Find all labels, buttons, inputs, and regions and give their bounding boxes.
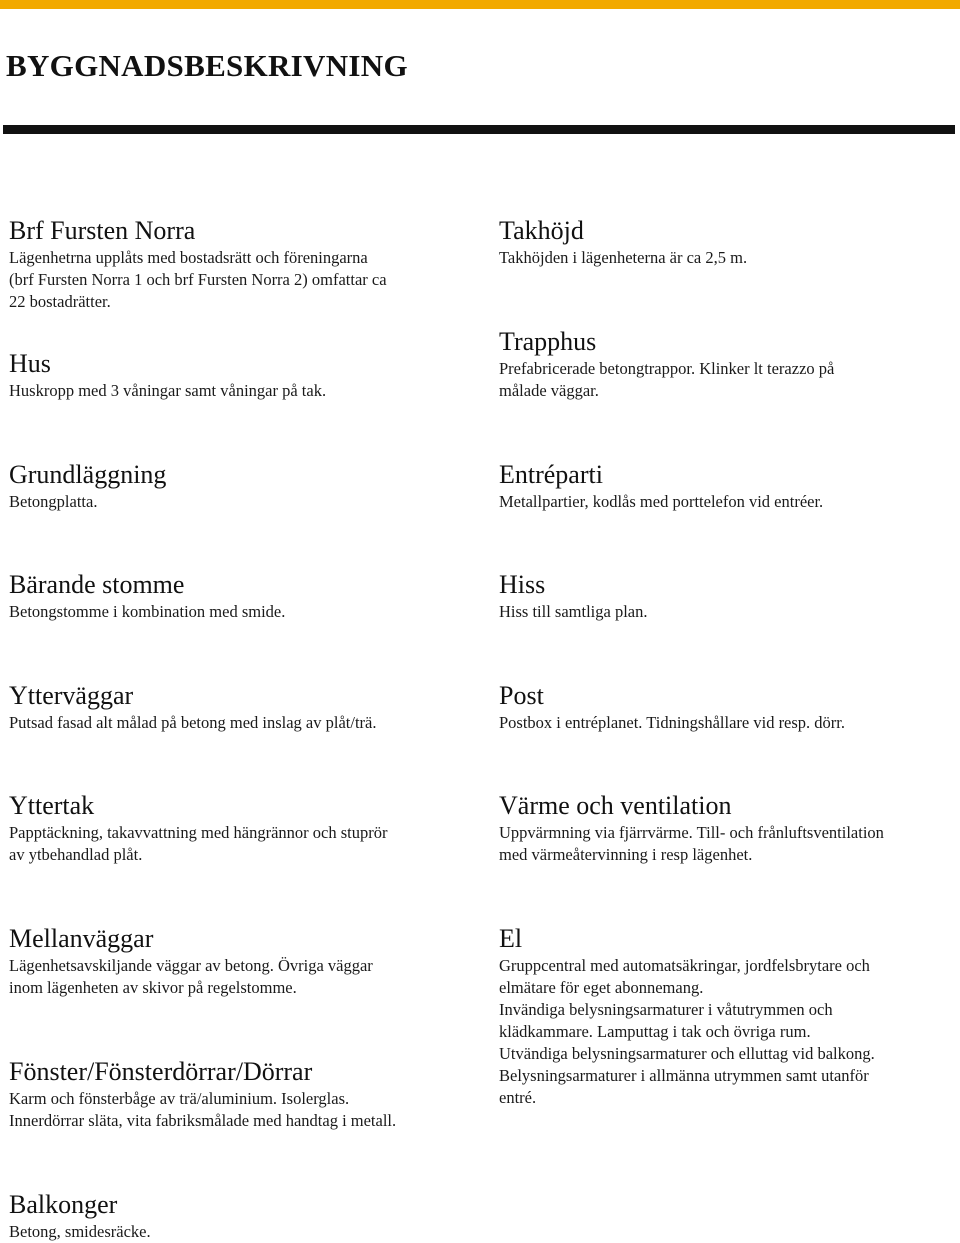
section-heading: Bärande stomme <box>9 570 185 599</box>
section-text: Huskropp med 3 våningar samt våningar på tak. <box>9 381 327 400</box>
section-text: Putsad fasad alt målad på betong med inslag av plåt/trä. <box>9 713 377 732</box>
section-fonster-dorrar <box>9 1056 449 1132</box>
section-text: Papptäckning, takavvattning med hängrännor och stuprör av ytbehandlad plåt. <box>9 823 388 864</box>
section-barande-stomme <box>9 569 449 623</box>
section-text: Gruppcentral med automatsäkringar, jordfelsbrytare och elmätare för eget abonnemang. Invändiga belysningsarmaturer i våtutrymmen och klädkammare. Lamputtag i tak och övriga rum. Utvändiga belysningsarmaturer och elluttag vid balkong. Belysningsarmaturer i allmänna utrymmen samt utanför entré. <box>499 956 875 1107</box>
section-heading: Värme och ventilation <box>499 791 732 820</box>
section-heading: Fönster/Fönsterdörrar/Dörrar <box>9 1057 313 1086</box>
section-heading: Balkonger <box>9 1190 118 1219</box>
section-varme-ventilation <box>499 790 939 866</box>
section-heading: Grundläggning <box>9 460 167 489</box>
section-text: Lägenhetrna upplåts med bostadsrätt och föreningarna (brf Fursten Norra 1 och brf Fursten Norra 2) omfattar ca 22 bostadrätter. <box>9 248 387 311</box>
section-text: Betong, smidesräcke. <box>9 1222 151 1241</box>
title-divider <box>3 125 955 134</box>
section-heading: Yttertak <box>9 791 95 820</box>
section-text: Postbox i entréplanet. Tidningshållare vid resp. dörr. <box>499 713 846 732</box>
section-text: Betongstomme i kombination med smide. <box>9 602 286 621</box>
section-takhojd <box>499 215 939 269</box>
section-text: Lägenhetsavskiljande väggar av betong. Övriga väggar inom lägenheten av skivor på regelstomme. <box>9 956 373 997</box>
section-heading: Brf Fursten Norra <box>9 216 196 245</box>
section-heading: Post <box>499 681 544 710</box>
section-heading: Mellanväggar <box>9 924 154 953</box>
section-hiss <box>499 569 939 623</box>
section-yttervaggar <box>9 680 449 734</box>
section-balkonger <box>9 1189 449 1243</box>
section-brf <box>9 215 449 313</box>
top-accent-bar <box>0 0 960 9</box>
section-heading: El <box>499 924 523 953</box>
section-heading: Trapphus <box>499 327 597 356</box>
section-heading: Hus <box>9 349 51 378</box>
section-mellanvaggar <box>9 923 449 999</box>
section-text: Betongplatta. <box>9 492 98 511</box>
document-title: BYGGNADSBESKRIVNING <box>6 48 408 83</box>
section-entreparti <box>499 459 939 513</box>
section-grundlaggning <box>9 459 449 513</box>
section-text: Karm och fönsterbåge av trä/aluminium. Isolerglas. Innerdörrar släta, vita fabriksmålade med handtag i metall. <box>9 1089 397 1130</box>
section-heading: Hiss <box>499 570 546 599</box>
section-el <box>499 923 939 1109</box>
section-text: Takhöjden i lägenheterna är ca 2,5 m. <box>499 248 748 267</box>
section-trapphus <box>499 326 939 402</box>
section-text: Metallpartier, kodlås med porttelefon vid entréer. <box>499 492 824 511</box>
section-text: Prefabricerade betongtrappor. Klinker lt terazzo på målade väggar. <box>499 359 835 400</box>
section-heading: Ytterväggar <box>9 681 134 710</box>
section-heading: Entréparti <box>499 460 603 489</box>
section-yttertak <box>9 790 449 866</box>
section-text: Uppvärmning via fjärrvärme. Till- och frånluftsventilation med värmeåtervinning i resp lägenhet. <box>499 823 884 864</box>
section-hus <box>9 348 449 402</box>
section-post <box>499 680 939 734</box>
section-text: Hiss till samtliga plan. <box>499 602 648 621</box>
section-heading: Takhöjd <box>499 216 584 245</box>
